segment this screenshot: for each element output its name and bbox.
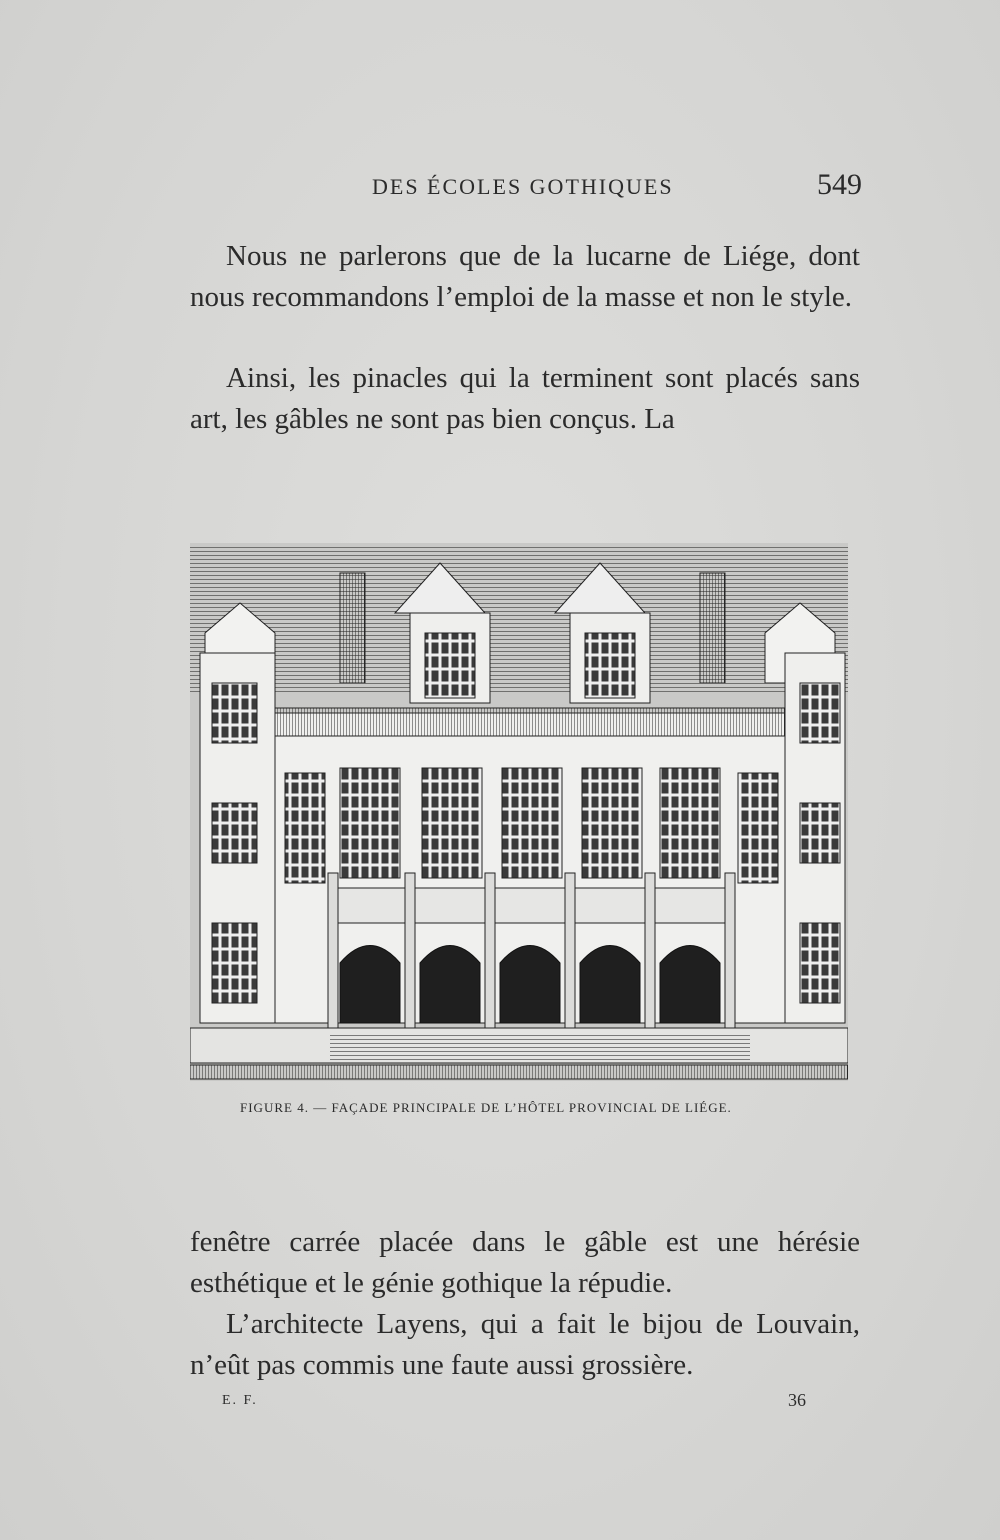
paragraph-2: Ainsi, les pinacles qui la terminent sont placés sans art, les gâbles ne sont pas bien conçus. La bbox=[190, 362, 860, 435]
bleed-through-text bbox=[175, 318, 875, 358]
page-number: 549 bbox=[817, 168, 862, 201]
running-title: DES ÉCOLES GOTHIQUES bbox=[372, 174, 674, 199]
running-head bbox=[190, 168, 862, 204]
sheet-number: 36 bbox=[788, 1390, 806, 1410]
signature-mark: E. F. bbox=[222, 1393, 258, 1408]
figure-caption: FIGURE 4. — FAÇADE PRINCIPALE DE L’HÔTEL PROVINCIAL DE LIÉGE. bbox=[240, 1100, 732, 1115]
paragraph-4: L’architecte Layens, qui a fait le bijou de Louvain, n’eût pas commis une faute aussi grossière. bbox=[190, 1308, 860, 1381]
paragraph-3: fenêtre carrée placée dans le gâble est une hérésie esthétique et le génie gothique la répudie. bbox=[190, 1226, 860, 1299]
facade-engraving bbox=[190, 543, 848, 1081]
paragraph-1: Nous ne parlerons que de la lucarne de Liége, dont nous recommandons l’emploi de la masse et non le style. bbox=[190, 240, 860, 313]
